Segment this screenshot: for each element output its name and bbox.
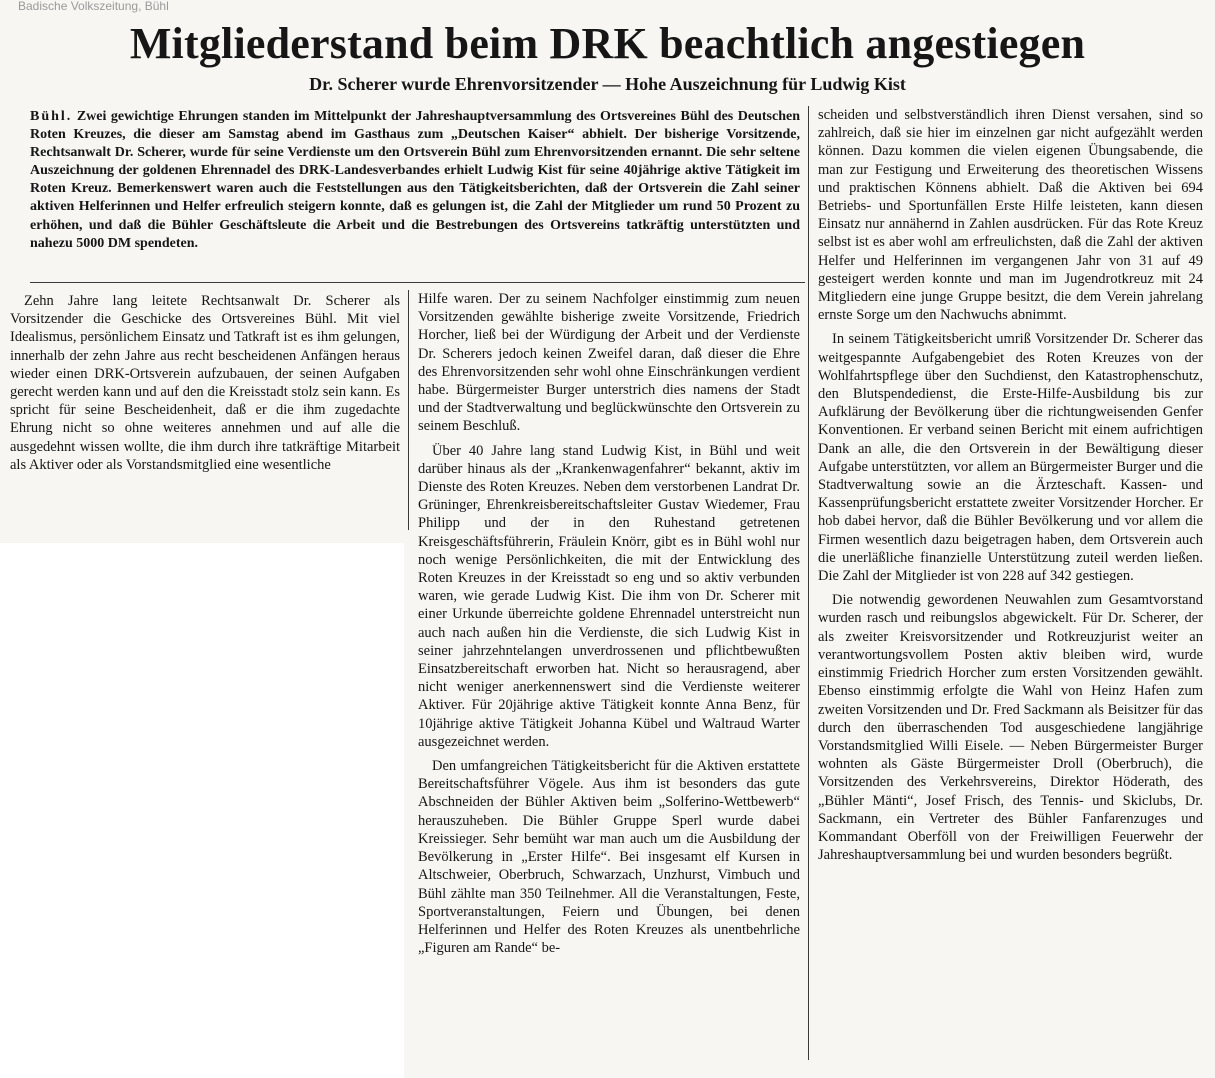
column-1 (10, 292, 400, 532)
col2-paragraph: Den umfangreichen Tätigkeitsbericht für die Aktiven erstattete Bereitschaftsführer Vögele. Aus ihm ist besonders das gute Abschneiden der Bühler Aktiven beim „Solferino-Wettbewerb“ herauszuheben. Die Bühler Gruppe Sperl wurde dabei Kreissieger. Sehr bemüht war man auch um die Ausbildung der Bevölkerung in „Erster Hilfe“. Bei insgesamt elf Kursen in Altschweier, Oberbruch, Schwarzach, Unzhurst, Vimbuch und Bühl zählte man 350 Teilnehmer. All die Veranstaltungen, Feste, Sportveranstaltungen, Feiern und Übungen, bei denen Helferinnen und Helfer des Roten Kreuzes als unentbehrliche „Figuren am Rande“ be- (418, 758, 800, 957)
blank-area (0, 543, 404, 1078)
col3-paragraph: Die notwendig gewordenen Neuwahlen zum Gesamtvorstand wurden rasch und reibungslos abgewickelt. Für Dr. Scherer, der als zweiter Kreisvorsitzender und Rotkreuzjurist weiter an verantwortungsvollem Posten aktiv bleiben wird, wurde einstimmig Friedrich Horcher zum ersten Vorsitzenden gewählt. Ebenso einstimmig erfolgte die Wahl von Heinz Hafen zum zweiten Vorsitzenden und Dr. Fred Sackmann als Beisitzer für das durch den überraschenden Tod ausgeschiedene langjährige Vorstandsmitglied Willi Eisele. — Neben Bürgermeister Burger wohnten als Gäste Bürgermeister Droll (Oberbruch), die Vorsitzenden des Verkehrsvereins, Direktor Höderath, des „Bühler Mänti“, Josef Frisch, des Tennis- und Skiclubs, Dr. Sackmann, ein Vertreter des Bühler Fanfarenzuges und Kommandant Oberföll von der Freiwilligen Feuerwehr der Jahreshauptversammlung bei und wurden besonders begrüßt. (818, 592, 1203, 864)
top-strip: Badische Volkszeitung, Bühl (18, 0, 169, 13)
col2-paragraph: Über 40 Jahre lang stand Ludwig Kist, in Bühl und weit darüber hinaus als der „Krankenwagenfahrer“ bekannt, aktiv im Dienste des Roten Kreuzes. Neben dem verstorbenen Landrat Dr. Grüninger, Ehrenkreisbereitschaftsleiter Gustav Wiedemer, Frau Philipp und der in den Ruhestand getretenen Kreisgeschäftsführerin, Fräulein Knörr, gibt es in Bühl wohl nur noch wenige Persönlichkeiten, die mit der Entwicklung des Roten Kreuzes in der Kreisstadt so eng und so aktiv verbunden waren, wie gerade Ludwig Kist. Die ihm von Dr. Scherer mit einer Urkunde überreichte goldene Ehrennadel unterstreicht nun auch nach außen hin die Verdienste, die sich Ludwig Kist in seiner jahrzehntelangen unverdrossenen und pflichtbewußten Einsatzbereitschaft erworben hat. Nicht so herausragend, aber nicht weniger anerkennenswert sind die Verdienste weiterer Aktiver. Für 20jährige aktive Tätigkeit konnte Anna Benz, für 10jährige aktive Tätigkeit Johanna Kübel und Waltraud Warter ausgezeichnet werden. (418, 442, 800, 750)
column-divider-left (408, 290, 409, 530)
column-2 (418, 290, 800, 1075)
lead-paragraph (30, 108, 800, 278)
col2-paragraph: Hilfe waren. Der zu seinem Nachfolger einstimmig zum neuen Vorsitzenden gewählte bisherige zweite Vorsitzende, Friedrich Horcher, ließ bei der Würdigung der Arbeit und der Verdienste Dr. Scherers jedoch keinen Zweifel daran, daß dieser die Ehre des Ehrenvorsitzenden sehr wohl ohne Einschränkungen verdient habe. Bürgermeister Burger unterstrich dies namens der Stadt und der Stadtverwaltung und beglückwünschte den Ortsverein zu seinem Beschluß. (418, 291, 800, 435)
col3-paragraph: scheiden und selbstverständlich ihren Dienst versahen, sind so zahlreich, daß sie hier im einzelnen gar nicht aufgezählt werden können. Dazu kommen die vielen eigenen Übungsabende, die man zur Festigung und Erweiterung des theoretischen Wissens und praktischen Könnens abhielt. Daß die Aktiven bei 694 Betriebs- und Sportunfällen Erste Hilfe leisteten, kann diesen Einsatz nur annähernd in Zahlen ausdrücken. Für das Rote Kreuz selbst ist es aber wohl am erfreulichsten, daß die Zahl der aktiven Helfer und Helferinnen im vergangenen Jahr von 31 auf 49 gesteigert werden konnte und man im Jugendrotkreuz mit 24 Mitgliedern eine junge Gruppe besitzt, die dem Verein jahrelang ernste Sorge um den Nachwuchs abnimmt. (818, 107, 1203, 324)
column-3 (818, 106, 1203, 1066)
headline: Mitgliederstand beim DRK beachtlich angestiegen (129, 19, 1086, 68)
subheadline: Dr. Scherer wurde Ehrenvorsitzender — Hohe Auszeichnung für Ludwig Kist (309, 74, 906, 94)
col1-paragraph: Zehn Jahre lang leitete Rechtsanwalt Dr. Scherer als Vorsitzender die Geschicke des Ortsvereines Bühl. Mit viel Idealismus, persönlichem Einsatz und Tatkraft ist es ihm gelungen, innerhalb der zehn Jahre aus recht bescheidenen Anfängen heraus wieder einen DRK-Ortsverein aufzubauen, der seinen Aufgaben gerecht werden kann und auf den die Kreisstadt stolz sein kann. Es spricht für seine Bescheidenheit, daß er die ihm zugedachte Ehrung nicht so ohne weiteres annehmen und auf alle die ausgedehnt wissen wollte, die ihm durch ihre tatkräftige Mitarbeit als Aktiver oder als Vorstandsmitglied eine wesentliche (10, 293, 400, 473)
lead-text: Zwei gewichtige Ehrungen standen im Mittelpunkt der Jahreshauptversammlung des Ortsvereines Bühl des Deutschen Roten Kreuzes, die dieser am Samstag abend im Gasthaus zum „Deutschen Kaiser“ abhielt. Der bisherige Vorsitzende, Rechtsanwalt Dr. Scherer, wurde für seine Verdienste um den Ortsverein Bühl zum Ehrenvorsitzenden ernannt. Die sehr seltene Auszeichnung der goldenen Ehrennadel des DRK-Landesverbandes erhielt Ludwig Kist für seine 40jährige aktive Tätigkeit im Roten Kreuz. Bemerkenswert waren auch die Feststellungen aus den Tätigkeitsberichten, daß der Ortsverein die Zahl seiner aktiven Helferinnen und Helfer erfreulich steigern konnte, daß es gelungen ist, die Zahl der Mitglieder um rund 50 Prozent zu erhöhen, und daß die Bühler Geschäftsleute die Arbeit und die Bestrebungen des Ortsvereins tatkräftig unterstützten und nahezu 5000 DM spendeten. (30, 109, 800, 251)
column-divider-right (808, 106, 809, 1060)
dateline: Bühl. (30, 109, 73, 124)
lead-bottom-rule (30, 282, 805, 283)
col3-paragraph: In seinem Tätigkeitsbericht umriß Vorsitzender Dr. Scherer das weitgespannte Aufgabengebiet des Roten Kreuzes von der Wohlfahrtspflege über den Suchdienst, den Katastrophenschutz, den Blutspendedienst, die Erste-Hilfe-Ausbildung bis zur Aufklärung der Bevölkerung über die richtungweisenden Genfer Konventionen. Er verband seinen Bericht mit einem aufrichtigen Dank an alle, die den Ortsverein in der Bewältigung dieser Aufgabe unterstützten, vor allem an Bürgermeister Burger und die Stadtverwaltung sowie an die Ärzteschaft. Kassen- und Kassenprüfungsbericht erstattete zweiter Vorsitzender Horcher. Er hob dabei hervor, daß die Bühler Bevölkerung und vor allem die Firmen wesentlich dazu beigetragen haben, dem Ortsverein auch die unerläßliche finanzielle Unterstützung zuteil werden ließen. Die Zahl der Mitglieder ist von 228 auf 342 gestiegen. (818, 331, 1203, 585)
